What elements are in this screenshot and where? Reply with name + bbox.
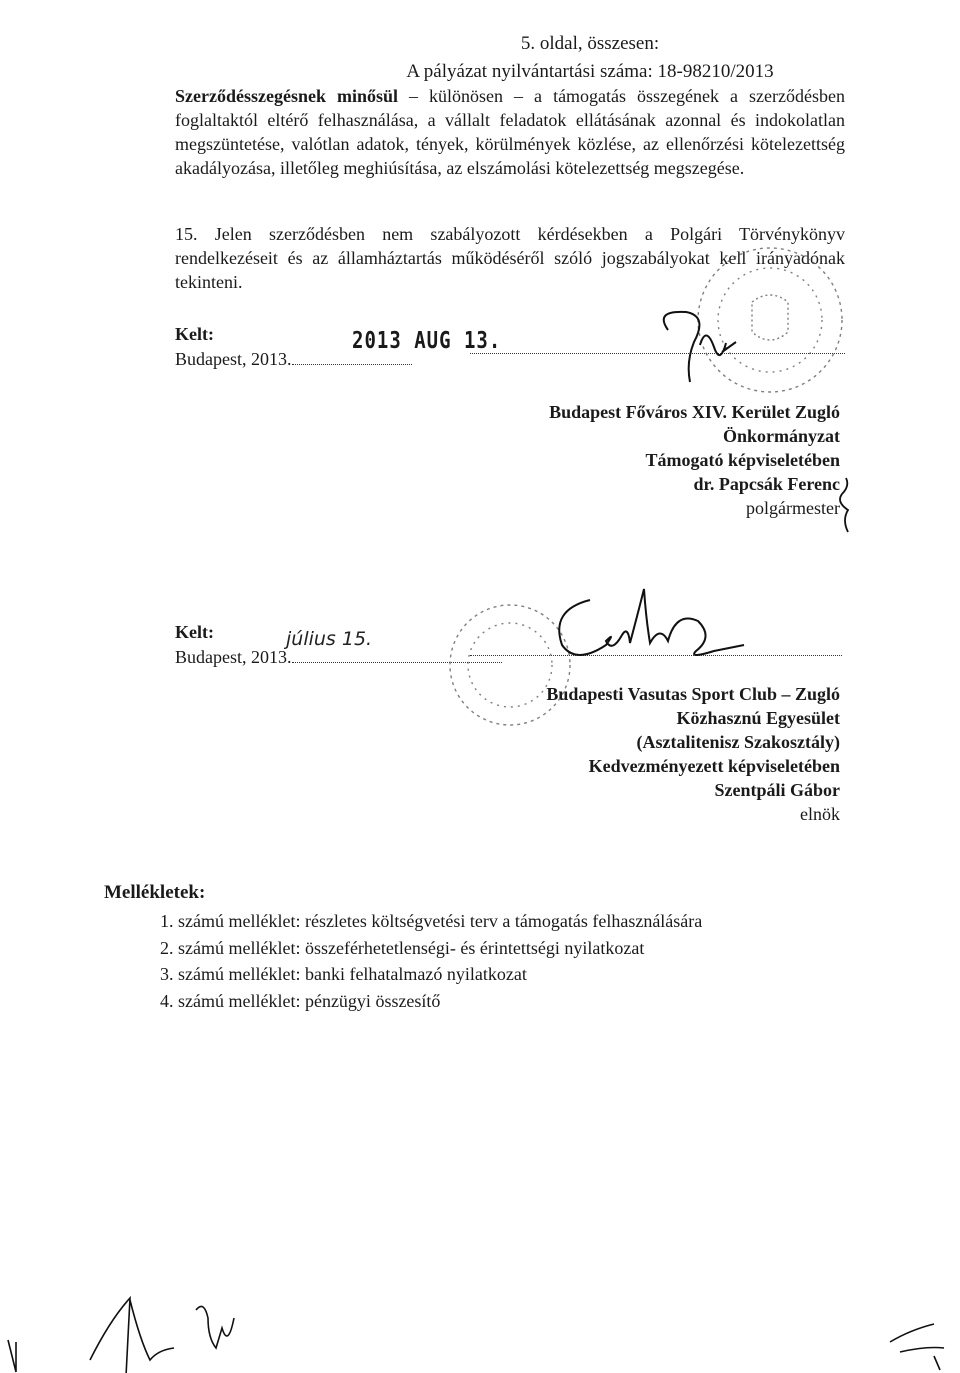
signatory-block-sport-club	[340, 682, 840, 826]
signatory-title: elnök	[800, 804, 840, 824]
signatory-title: polgármester	[746, 498, 840, 518]
party-role-line: Kedvezményezett képviseletében	[588, 756, 840, 776]
signature-line-2	[470, 655, 842, 656]
party-name-line: Közhasznú Egyesület	[676, 708, 840, 728]
attachment-item: 4. számú melléklet: pénzügyi összesítő	[160, 990, 441, 1011]
date-stamp: 2013 AUG 13.	[352, 327, 502, 355]
paragraph-body: – különösen – a támogatás összegének a szerződésben foglaltaktól eltérő felhasználása, a vállalt feladatok ellátásának azonnal és indokolatlan megszüntetése, valótlan adatok, tények, körülmények közlése, az ellenőrzési kötelezettség akadályozása, illetőleg meghiúsítása, az elszámolási kötelezettség megszegése.	[175, 86, 845, 178]
attachments-title: Mellékletek:	[104, 882, 206, 903]
party-name-line: Budapest Főváros XIV. Kerület Zugló	[549, 402, 840, 422]
page-number-line: 5. oldal, összesen:	[520, 33, 660, 54]
party-name-line: Budapesti Vasutas Sport Club – Zugló	[546, 684, 840, 704]
attachment-item: 3. számú melléklet: banki felhatalmazó nyilatkozat	[160, 964, 527, 984]
signature-line-1	[470, 353, 845, 354]
signatory-block-municipality	[340, 400, 840, 520]
signature-mark-icon	[840, 478, 848, 532]
party-name-line: (Asztalitenisz Szakosztály)	[636, 732, 840, 752]
party-name-line: Önkormányzat	[723, 426, 840, 446]
party-role-line: Támogató képviseletében	[645, 450, 840, 470]
attachments-list	[160, 908, 702, 1014]
attachment-item: 2. számú melléklet: összeférhetetlenségi- és érintettségi nyilatkozat	[160, 937, 645, 958]
signatory-name: Szentpáli Gábor	[714, 780, 840, 800]
date-label: Kelt:	[175, 324, 214, 344]
signature-szentpali-icon	[559, 589, 744, 655]
paragraph-lead: Szerződésszegésnek minősül	[175, 86, 398, 106]
date-place: Budapest, 2013.	[175, 349, 292, 369]
date-place: Budapest, 2013.	[175, 647, 292, 667]
paragraph-15-civil-code: 15. Jelen szerződésben nem szabályozott kérdésekben a Polgári Törvénykönyv rendelkezéseit és az államháztartás működéséről szóló jogszabályokat kell irányadónak tekinteni.	[175, 224, 845, 292]
date-label: Kelt:	[175, 622, 214, 642]
signature-papcsak-icon	[664, 312, 736, 382]
page-header	[380, 30, 800, 86]
initials-icon	[8, 1298, 944, 1373]
paragraph-breach-of-contract	[175, 84, 845, 180]
signatory-name: dr. Papcsák Ferenc	[693, 474, 840, 494]
attachment-item: 1. számú melléklet: részletes költségvetési terv a támogatás felhasználására	[160, 911, 703, 931]
handwritten-date: július 15.	[286, 628, 373, 650]
registration-number-line: A pályázat nyilvántartási száma: 18-98210/2013	[406, 61, 774, 82]
